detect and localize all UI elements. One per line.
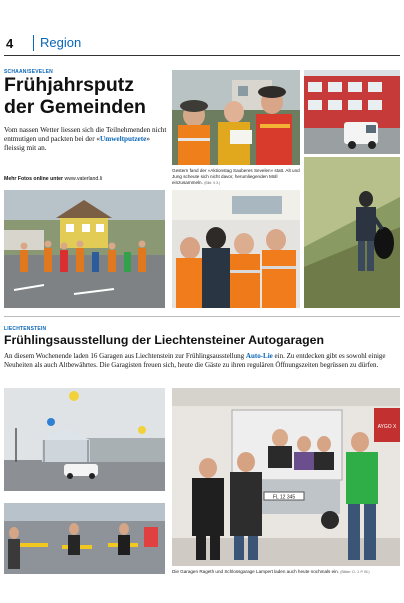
- lede-text-1: Vom nassen Wetter liessen sich die Teilnehmenden nicht entmutigen und packten bei der «: [4, 126, 167, 144]
- article1-caption: [172, 168, 300, 186]
- article-divider: [4, 316, 400, 317]
- photo-building-van: [304, 70, 400, 154]
- caption1-credit: (Bild: 9.3.): [204, 181, 221, 185]
- caption1-text: Gestern fand der «Aktionstag Sauberes Sevelen» statt. Alt und Jung scheute sich nicht davor, herumliegenden Müll einzusammeln.: [172, 168, 300, 185]
- caption2-credit: (Bilder: D. J. P. Bl.): [340, 570, 370, 574]
- body2-text-2: ein. Zu entdecken gibt es sowohl einige Neuheiten als auch Altbewährtes. Die Garagisten freuen sich, heute die Gäste zu ihren regulären Öffnungszeiten begrüssen zu dürfen.: [4, 352, 386, 370]
- article1-headline: [4, 74, 174, 118]
- body2-highlight[interactable]: Auto-Lie: [245, 352, 273, 360]
- article2-caption: [172, 569, 398, 574]
- photo-volunteers-clipboard: [172, 70, 300, 165]
- photo-showroom-tables: [4, 503, 165, 574]
- body2-text-1: An diesem Wochenende laden 16 Garagen aus Liechtenstein zur Frühlingsausstellung: [4, 352, 246, 360]
- page-number: 4: [6, 36, 14, 51]
- more-photos-link[interactable]: www.vaterland.li: [64, 176, 103, 182]
- article2-headline: Frühlingsausstellung der Liechtensteiner Autogaragen: [4, 333, 324, 347]
- photo-group-pickup: [172, 388, 400, 566]
- photo-group-vests: [172, 190, 300, 308]
- lede-highlight[interactable]: Umweltputzete: [100, 135, 147, 144]
- article1-lede: [4, 126, 169, 154]
- photo-slope-collector: [304, 157, 400, 308]
- more-photos-line: [4, 176, 102, 182]
- article2-body: [4, 352, 400, 370]
- license-plate-text: FL 12 345: [272, 494, 296, 501]
- article2-kicker: LIECHTENSTEIN: [4, 326, 47, 332]
- article1-headline-line1: Frühjahrsputz: [4, 74, 134, 96]
- header-divider: [33, 35, 34, 51]
- article1-kicker: SCHAAN/SEVELEN: [4, 69, 53, 75]
- section-title: Region: [40, 35, 82, 50]
- lede-text-2: » fleissig mit an.: [4, 135, 150, 153]
- header-rule: [4, 55, 400, 56]
- photo-outdoor-balloons: [4, 388, 165, 491]
- article1-headline-line2: der Gemeinden: [4, 96, 146, 118]
- more-photos-label: Mehr Fotos online unter: [4, 176, 64, 182]
- caption2-text: Die Garagen Rageth und Schlossgarage Lampert laden auch heute nochmals ein.: [172, 569, 340, 574]
- photo-road-volunteers: [4, 190, 165, 308]
- showroom-sign-text: AYGO X: [377, 424, 397, 430]
